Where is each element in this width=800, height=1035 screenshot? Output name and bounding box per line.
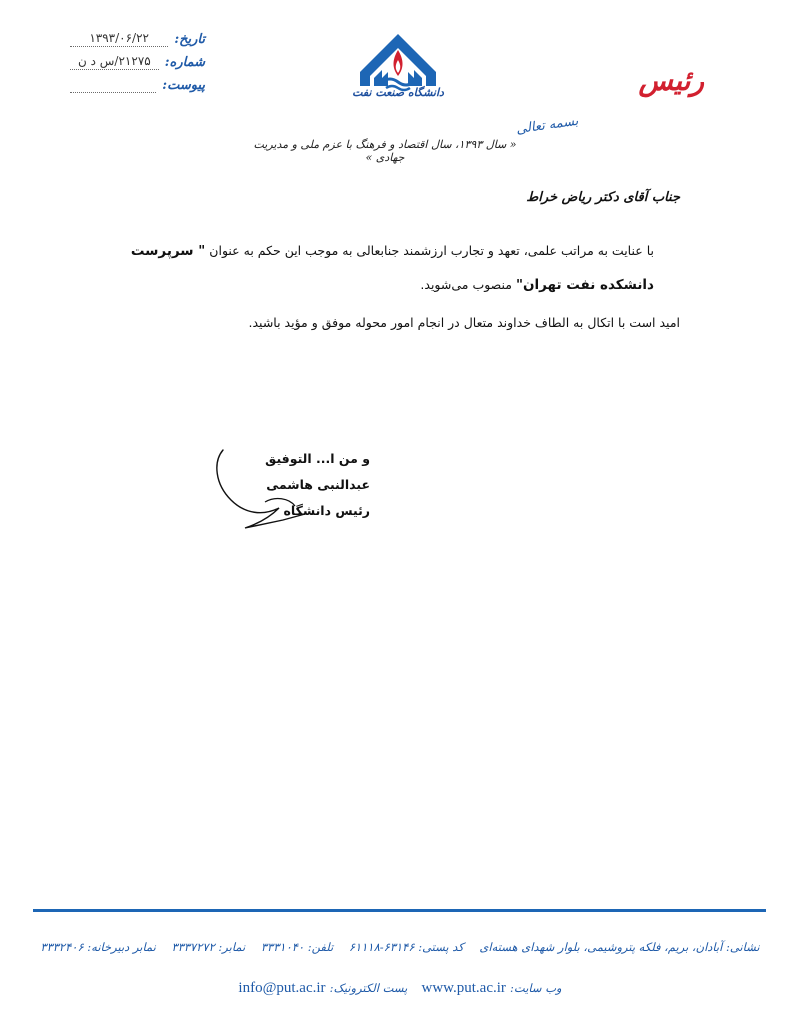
recipient-line: جناب آقای دکتر ریاض خراط bbox=[526, 190, 680, 205]
signatory-title: رئیس دانشگاه bbox=[283, 503, 370, 518]
number-value: ۲۱۲۷۵/س د ن bbox=[70, 54, 159, 70]
para1-tail: منصوب می‌شوید. bbox=[420, 277, 512, 292]
logo-caption: دانشگاه صنعت نفت bbox=[352, 86, 444, 99]
footer-divider bbox=[33, 909, 766, 912]
basmala: بسمه تعالی bbox=[514, 113, 579, 138]
footer-address-line bbox=[40, 940, 760, 954]
year-slogan: « سال ۱۳۹۳، سال اقتصاد و فرهنگ با عزم ملی و مدیریت جهادی » bbox=[253, 138, 517, 164]
attachment-label: پیوست: bbox=[162, 78, 205, 93]
footer-web-line bbox=[40, 980, 760, 997]
date-label: تاریخ: bbox=[174, 32, 205, 47]
date-row bbox=[70, 24, 205, 47]
signatory-name: عبدالنبی هاشمی bbox=[266, 477, 370, 492]
body-paragraph-2: امید است با اتکال به الطاف خداوند متعال در انجام امور محوله موفق و مؤید باشید. bbox=[248, 315, 680, 330]
footer-secretariat-fax: نمابر دبیرخانه: ۳۳۳۲۴۰۶ bbox=[40, 940, 156, 954]
body-paragraph-1 bbox=[120, 234, 680, 302]
website-label: وب سایت: bbox=[510, 981, 562, 995]
footer-postal-code: کد پستی: ۶۳۱۴۶-۶۱۱۱۸ bbox=[348, 940, 464, 954]
footer-phone: تلفن: ۳۳۳۱۰۴۰ bbox=[260, 940, 334, 954]
email-label: پست الکترونیک: bbox=[329, 981, 408, 995]
president-mark: رئیس bbox=[638, 64, 704, 97]
appointment-title: " سرپرست دانشکده نفت تهران" bbox=[130, 243, 654, 293]
footer-address: نشانی: آبادان، بریم، فلکه پتروشیمی، بلوار شهدای هسته‌ای bbox=[479, 940, 760, 954]
number-row bbox=[70, 47, 205, 70]
para1-text: با عنایت به مراتب علمی، تعهد و تجارب ارزشمند جنابعالی به موجب این حکم به عنوان bbox=[209, 243, 654, 258]
closing-phrase: و من ا... التوفیق bbox=[265, 451, 370, 466]
letter-meta bbox=[70, 24, 205, 93]
date-value: ۱۳۹۳/۰۶/۲۲ bbox=[70, 31, 168, 47]
attachment-row bbox=[70, 70, 205, 93]
signature-block bbox=[220, 446, 370, 524]
number-label: شماره: bbox=[164, 55, 205, 70]
footer-fax: نمابر: ۳۳۳۷۲۷۲ bbox=[171, 940, 246, 954]
website-link[interactable]: www.put.ac.ir bbox=[421, 980, 506, 996]
email-link[interactable]: info@put.ac.ir bbox=[238, 980, 326, 996]
attachment-value bbox=[70, 91, 156, 93]
